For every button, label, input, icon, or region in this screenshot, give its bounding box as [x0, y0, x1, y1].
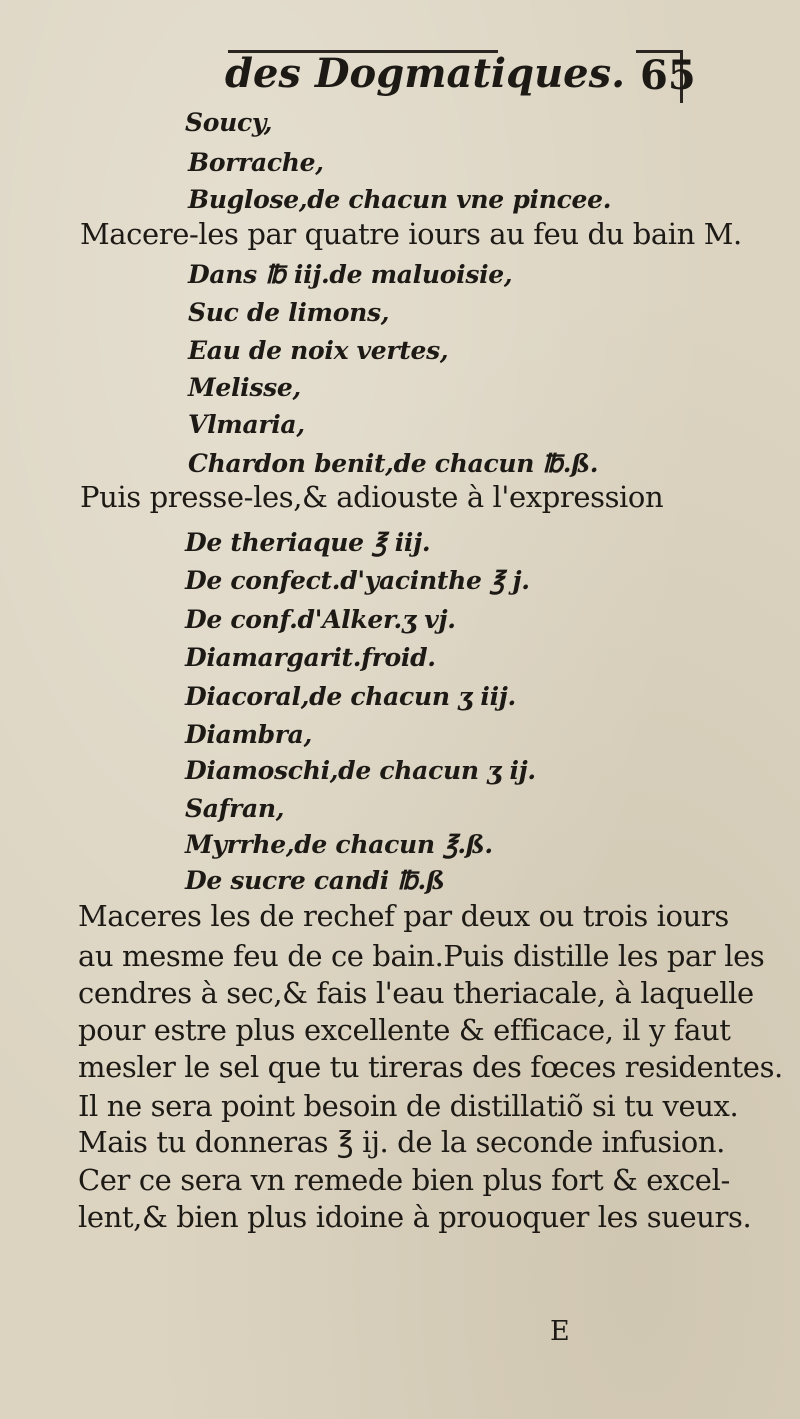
page-number: 65 [640, 52, 696, 99]
running-head: des Dogmatiques. [225, 50, 626, 97]
signature-mark: E [550, 1316, 570, 1347]
text-line: De confect.d'yacinthe ℥ j. [185, 566, 530, 595]
text-line: lent,& bien plus idoine à prouoquer les sueurs. [78, 1200, 752, 1234]
text-line: Cer ce sera vn remede bien plus fort & excel- [78, 1163, 730, 1197]
text-line: Diamoschi,de chacun ʒ ij. [185, 756, 536, 785]
text-line: Melisse, [188, 373, 301, 402]
text-line: Borrache, [188, 148, 324, 177]
text-line: De sucre candi ℔.ß [185, 866, 445, 895]
text-line: Maceres les de rechef par deux ou trois iours [78, 899, 729, 933]
text-line: Diacoral,de chacun ʒ iij. [185, 682, 516, 711]
text-line: cendres à sec,& fais l'eau theriacale, à laquelle [78, 976, 754, 1010]
text-line: Il ne sera point besoin de distillatiõ si tu veux. [78, 1089, 739, 1123]
text-line: Myrrhe,de chacun ℥.ß. [185, 830, 493, 859]
text-line: pour estre plus excellente & efficace, il y faut [78, 1013, 731, 1047]
text-line: Suc de limons, [188, 298, 390, 327]
text-line: mesler le sel que tu tireras des fœces residentes. [78, 1050, 783, 1084]
text-line: Diamargarit.froid. [185, 643, 436, 672]
text-line: De theriaque ℥ iij. [185, 528, 431, 557]
text-line: Soucy, [185, 108, 273, 137]
text-line: au mesme feu de ce bain.Puis distille les par les [78, 939, 765, 973]
text-line: Puis presse-les,& adiouste à l'expression [80, 480, 664, 514]
text-line: De conf.d'Alker.ʒ vj. [185, 605, 456, 634]
text-line: Dans ℔ iij.de maluoisie, [188, 260, 513, 289]
text-line: Safran, [185, 794, 285, 823]
text-line: Macere-les par quatre iours au feu du bain M. [80, 217, 742, 251]
text-line: Eau de noix vertes, [188, 336, 449, 365]
text-line: Mais tu donneras ℥ ij. de la seconde infusion. [78, 1125, 725, 1159]
text-line: Chardon benit,de chacun ℔.ß. [188, 449, 599, 478]
text-line: Diambra, [185, 720, 312, 749]
text-line: Vlmaria, [188, 410, 305, 439]
text-line: Buglose,de chacun vne pincee. [188, 185, 612, 214]
